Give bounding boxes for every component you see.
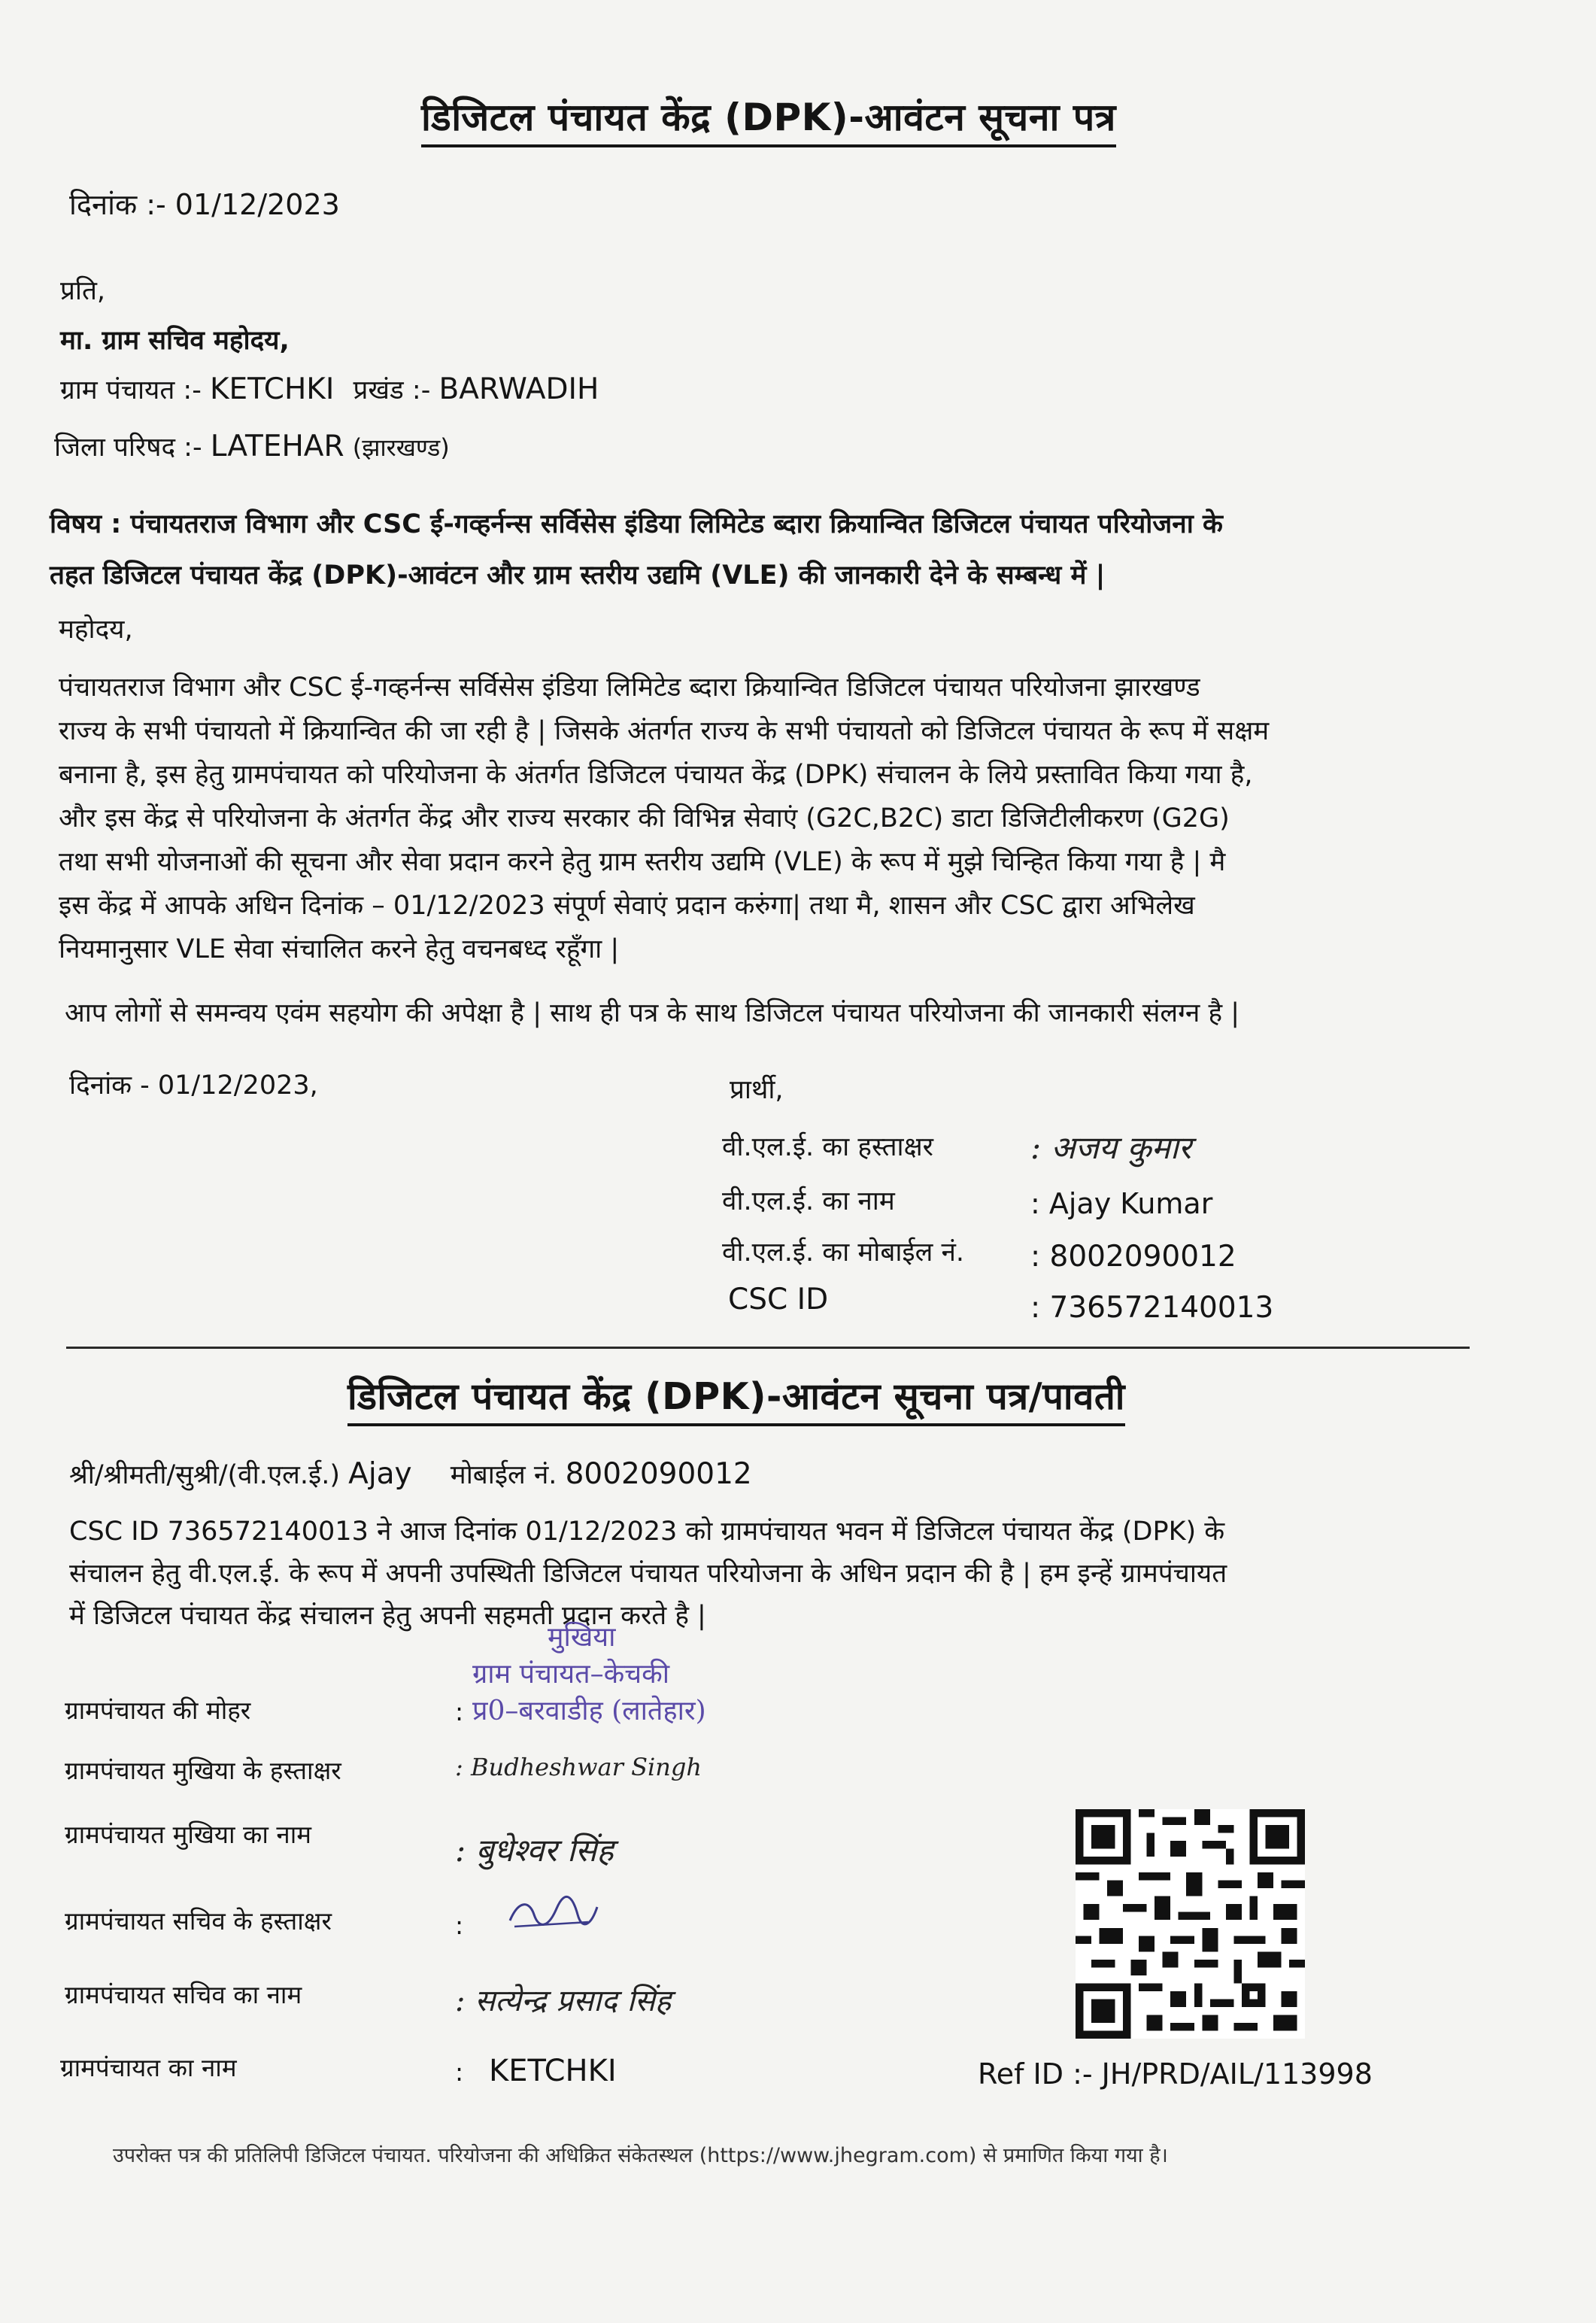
body-line: नियमानुसार VLE सेवा संचालित करने हेतु वचनबध्द रहूँगा | xyxy=(59,934,620,964)
gp-name-colon: : xyxy=(455,2057,464,2087)
mobile-value: 8002090012 xyxy=(565,1457,752,1491)
secretary-signature xyxy=(504,1892,602,1937)
secretary-name-label: ग्रामपंचायत सचिव का नाम xyxy=(65,1980,302,2009)
body-line: इस केंद्र में आपके अधिन दिनांक – 01/12/2023 संपूर्ण सेवाएं प्रदान करुंगा| तथा मै, शासन और CSC द्वारा अभिलेख xyxy=(59,891,1195,921)
greeting: महोदय, xyxy=(59,615,133,645)
secretary-signature-label: ग्रामपंचायत सचिव के हस्ताक्षर xyxy=(65,1906,332,1936)
letter-date: दिनांक :- 01/12/2023 xyxy=(69,188,340,221)
prati: प्रति, xyxy=(60,276,106,306)
mukhiya-signature: : Budheshwar Singh xyxy=(455,1753,702,1781)
secretary-signature-colon: : xyxy=(455,1911,464,1940)
district-label: जिला परिषद :- xyxy=(54,433,202,463)
receipt-line: में डिजिटल पंचायत केंद्र संचालन हेतु अपनी सहमती प्रदान करते है | xyxy=(69,1601,706,1631)
body-line: बनाना है, इस हेतु ग्रामपंचायत को परियोजना के अंतर्गत डिजिटल पंचायत केंद्र (DPK) संचालन के लिये प्रस्तावित किया गया है, xyxy=(59,760,1253,790)
footer-note: उपरोक्त पत्र की प्रतिलिपी डिजिटल पंचायत. परियोजना की अधिक्रित संकेतस्थल (https://www.jhegram.com) से प्रमाणित किया गया है। xyxy=(113,2144,1168,2167)
salutation: मा. ग्राम सचिव महोदय, xyxy=(60,326,290,356)
gp-name-value: KETCHKI xyxy=(489,2054,617,2088)
block-label: प्रखंड :- xyxy=(353,375,431,405)
receipt-person-line xyxy=(69,1456,752,1492)
csc-id-value: : 736572140013 xyxy=(1030,1291,1274,1325)
page-title: डिजिटल पंचायत केंद्र (DPK)-आवंटन सूचना पत्र xyxy=(421,90,1116,147)
vle-mobile-label: वी.एल.ई. का मोबाईल नं. xyxy=(722,1237,965,1268)
body-line: तथा सभी योजनाओं की सूचना और सेवा प्रदान करने हेतु ग्राम स्तरीय उद्यमि (VLE) के रूप में मुझे चिन्हित किया गया है | मै xyxy=(59,847,1226,877)
mobile-label: मोबाईल नं. xyxy=(450,1460,557,1490)
mukhiya-signature-label: ग्रामपंचायत मुखिया के हस्ताक्षर xyxy=(65,1756,341,1785)
vle-signature-label: वी.एल.ई. का हस्ताक्षर xyxy=(722,1132,933,1162)
vle-signature: : अजय कुमार xyxy=(1030,1129,1191,1166)
vle-name-label: वी.एल.ई. का नाम xyxy=(722,1186,895,1216)
vle-mobile-value: : 8002090012 xyxy=(1030,1240,1236,1274)
closing-line: आप लोगों से समन्वय एवंम सहयोग की अपेक्षा है | साथ ही पत्र के साथ डिजिटल पंचायत परियोजना की जानकारी संलग्न है | xyxy=(65,998,1239,1028)
person-value: Ajay xyxy=(348,1457,412,1491)
stamp-word: मुखिया xyxy=(548,1622,616,1653)
gp-label: ग्राम पंचायत :- xyxy=(60,375,202,405)
district-value: LATEHAR xyxy=(210,430,344,463)
mukhiya-name-value: : बुधेश्वर सिंह xyxy=(455,1832,614,1869)
stamp-line-2: प्र0–बरवाडीह (लातेहार) xyxy=(472,1696,706,1726)
receipt-line: CSC ID 736572140013 ने आज दिनांक 01/12/2023 को ग्रामपंचायत भवन में डिजिटल पंचायत केंद्र (DPK) के xyxy=(69,1517,1225,1547)
reference-id: Ref ID :- JH/PRD/AIL/113998 xyxy=(978,2057,1373,2091)
csc-id-label: CSC ID xyxy=(728,1283,829,1316)
gram-panchayat-line xyxy=(60,372,599,407)
block-value: BARWADIH xyxy=(438,372,599,406)
mukhiya-name-label: ग्रामपंचायत मुखिया का नाम xyxy=(65,1820,312,1849)
body-paragraph xyxy=(59,666,1518,971)
receipt-title: डिजिटल पंचायत केंद्र (DPK)-आवंटन सूचना पत्र/पावती xyxy=(347,1371,1125,1426)
secretary-name-value: : सत्येन्द्र प्रसाद सिंह xyxy=(455,1984,672,2018)
body-line: और इस केंद्र से परियोजना के अंतर्गत केंद्र और राज्य सरकार की विभिन्न सेवाएं (G2C,B2C) डाटा डिजिटीलीकरण (G2G) xyxy=(59,803,1230,834)
gp-seal-colon: : xyxy=(455,1697,464,1726)
gp-value: KETCHKI xyxy=(209,372,335,406)
receipt-line: संचालन हेतु वी.एल.ई. के रूप में अपनी उपस्थिती डिजिटल पंचायत परियोजना के अधिन प्रदान की है | हम इन्हें ग्रामपंचायत xyxy=(69,1559,1227,1589)
qr-code xyxy=(1076,1809,1305,2039)
gp-name-label: ग्रामपंचायत का नाम xyxy=(60,2053,237,2082)
person-label: श्री/श्रीमती/सुश्री/(वी.एल.ई.) xyxy=(69,1460,340,1490)
body-line: राज्य के सभी पंचायतो में क्रियान्वित की जा रही है | जिसके अंतर्गत राज्य के सभी पंचायतो को डिजिटल पंचायत के रूप में सक्षम xyxy=(59,716,1270,746)
receipt-paragraph xyxy=(69,1511,1491,1637)
section-divider xyxy=(66,1347,1470,1349)
subject-line-1: विषय : पंचायतराज विभाग और CSC ई-गव्हर्नन्स सर्विसेस इंडिया लिमिटेड ब्दारा क्रियान्वित डिजिटल पंचायत परियोजना के xyxy=(50,509,1223,539)
body-line: पंचायतराज विभाग और CSC ई-गव्हर्नन्स सर्विसेस इंडिया लिमिटेड ब्दारा क्रियान्वित डिजिटल पंचायत परियोजना झारखण्ड xyxy=(59,673,1200,703)
stamp-line-1: ग्राम पंचायत–केचकी xyxy=(472,1659,670,1690)
mukhiya-stamp xyxy=(472,1617,706,1728)
district-line xyxy=(54,429,450,464)
state-value: (झारखण्ड) xyxy=(352,433,450,462)
vle-name-value: : Ajay Kumar xyxy=(1030,1187,1213,1220)
prarthi: प्रार्थी, xyxy=(730,1075,784,1105)
subject-line-2: तहत डिजिटल पंचायत केंद्र (DPK)-आवंटन और ग्राम स्तरीय उद्यमि (VLE) की जानकारी देने के सम्बन्ध में | xyxy=(50,560,1106,591)
gp-seal-label: ग्रामपंचायत की मोहर xyxy=(65,1696,251,1725)
signoff-date: दिनांक - 01/12/2023, xyxy=(69,1070,318,1101)
